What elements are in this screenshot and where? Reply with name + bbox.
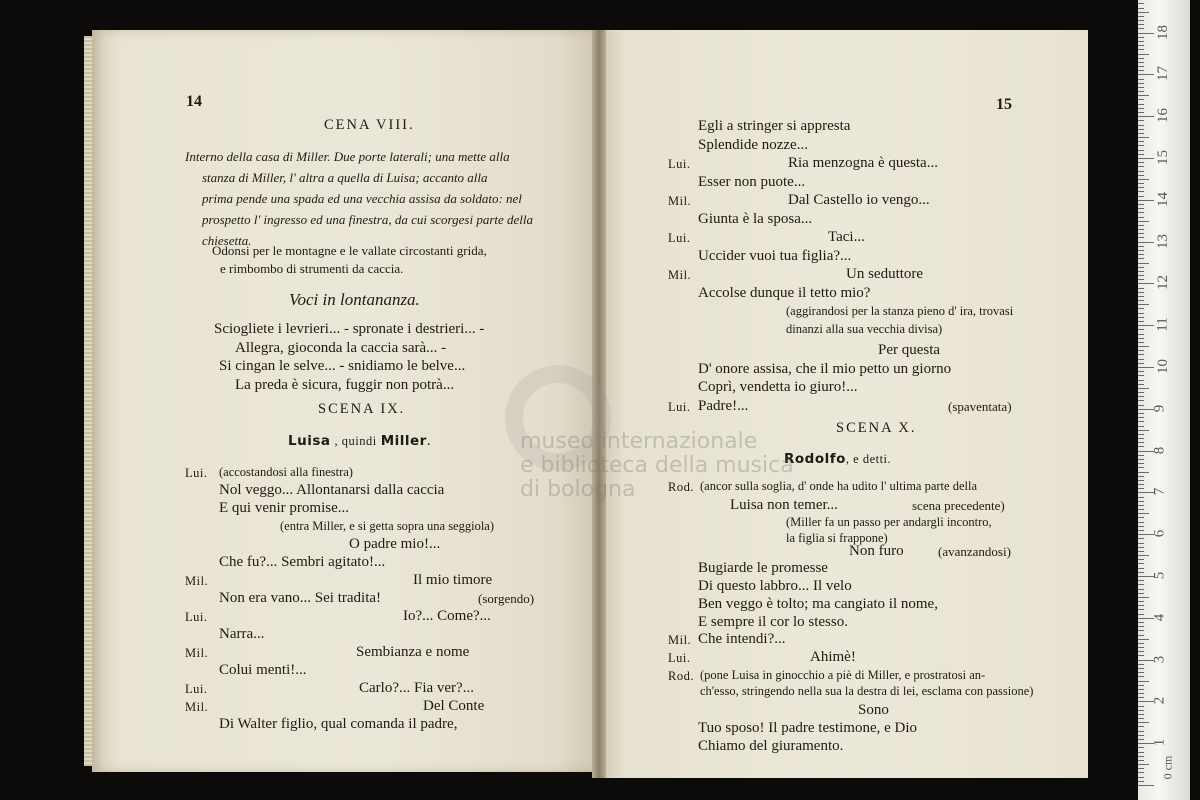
- ruler-tick: [1138, 137, 1149, 138]
- dialogue-line: Ahimè!: [810, 649, 856, 665]
- chorus-line: Si cingan le selve... - snidiamo le belve...: [219, 358, 466, 374]
- dialogue-line: Accolse dunque il tetto mio?: [698, 285, 871, 301]
- stage-direction-right: (sorgendo): [478, 591, 535, 606]
- ruler-tick: [1138, 635, 1144, 636]
- ruler-tick: [1138, 3, 1144, 4]
- ruler-tick: [1138, 58, 1144, 59]
- ruler-tick: [1138, 718, 1144, 719]
- ruler-number: 6: [1151, 529, 1168, 538]
- ruler-tick: [1138, 12, 1149, 13]
- ruler-tick: [1138, 522, 1144, 523]
- ruler-tick: [1138, 371, 1144, 372]
- stage-direction: (pone Luisa in ginocchio a piè di Miller, e prostratosi an-: [700, 668, 986, 682]
- ruler-tick: [1138, 768, 1144, 769]
- ruler-tick: [1138, 271, 1144, 272]
- ruler-number: 4: [1151, 613, 1168, 622]
- ruler-tick: [1138, 526, 1144, 527]
- ruler-number: 2: [1151, 697, 1168, 705]
- dialogue-line: Bugiarde le promesse: [698, 560, 828, 576]
- ruler-tick: [1138, 24, 1144, 25]
- ruler-tick: [1138, 212, 1144, 213]
- ruler-tick: [1138, 739, 1144, 740]
- stage-direction: (Miller fa un passo per andargli incontro,: [786, 515, 992, 529]
- ruler-tick: [1138, 133, 1144, 134]
- ruler-tick: [1138, 334, 1144, 335]
- ruler-tick: [1138, 747, 1144, 748]
- ruler-tick: [1138, 237, 1144, 238]
- dialogue-line: Nol veggo... Allontanarsi dalla caccia: [219, 482, 445, 498]
- ruler-tick: [1138, 304, 1149, 305]
- ruler-tick: [1138, 555, 1149, 556]
- ruler-tick: [1138, 79, 1144, 80]
- ruler-tick: [1138, 367, 1154, 368]
- ruler-tick: [1138, 426, 1144, 427]
- ruler-tick: [1138, 313, 1144, 314]
- ruler-tick: [1138, 455, 1144, 456]
- dialogue-line: Sono: [858, 702, 889, 718]
- ruler-tick: [1138, 267, 1144, 268]
- ruler-tick: [1138, 626, 1144, 627]
- ruler-tick: [1138, 204, 1144, 205]
- speaker-label: Rod.: [668, 669, 694, 683]
- ruler-tick: [1138, 350, 1144, 351]
- dialogue-line: D' onore assisa, che il mio petto un giorno: [698, 361, 952, 377]
- dialogue-line: Luisa non temer...: [730, 497, 838, 513]
- ruler-tick: [1138, 83, 1144, 84]
- ruler-tick: [1138, 162, 1144, 163]
- dialogue-line: Che fu?... Sembri agitato!...: [219, 554, 386, 570]
- ruler-tick: [1138, 580, 1144, 581]
- scene-x-title: SCENA X.: [836, 420, 917, 436]
- scene-ix-cast: [288, 432, 431, 450]
- ruler-tick: [1138, 384, 1144, 385]
- ruler-tick: [1138, 125, 1144, 126]
- ruler-tick: [1138, 250, 1144, 251]
- ruler-number: 16: [1155, 108, 1171, 124]
- ruler-tick: [1138, 731, 1144, 732]
- ruler-tick: [1138, 668, 1144, 669]
- dialogue-line: Padre!...: [698, 398, 749, 414]
- ruler-tick: [1138, 380, 1144, 381]
- ruler-tick: [1138, 756, 1144, 757]
- stage-direction: (aggirandosi per la stanza pieno d' ira, trovasi: [786, 304, 1014, 318]
- chorus-line: Allegra, gioconda la caccia sarà... -: [235, 339, 447, 356]
- ruler-tick: [1138, 321, 1144, 322]
- ruler-tick: [1138, 785, 1154, 786]
- stage-direction-line: prima pende una spada ed una vecchia assisa da soldato: nel: [202, 191, 522, 206]
- ruler-tick: [1138, 279, 1144, 280]
- ruler-tick: [1138, 722, 1149, 723]
- ruler-tick: [1138, 538, 1144, 539]
- ruler-tick: [1138, 513, 1149, 514]
- ruler-tick: [1138, 584, 1144, 585]
- ruler-tick: [1138, 74, 1154, 75]
- ruler-tick: [1138, 104, 1144, 105]
- cast-rodolfo: Rodolfo: [784, 451, 846, 467]
- stage-direction: ch'esso, stringendo nella sua la destra di lei, esclama con passione): [700, 684, 1034, 698]
- ruler-tick: [1138, 317, 1144, 318]
- ruler-number: 15: [1155, 150, 1171, 165]
- ruler-tick: [1138, 338, 1144, 339]
- ruler-tick: [1138, 547, 1144, 548]
- ruler-tick: [1138, 229, 1144, 230]
- ruler-tick: [1138, 697, 1144, 698]
- ruler-tick: [1138, 242, 1154, 243]
- ruler-tick: [1138, 400, 1144, 401]
- ruler-number: 17: [1155, 66, 1171, 82]
- ruler-tick: [1138, 781, 1144, 782]
- dialogue-line: Uccider vuoi tua figlia?...: [698, 248, 852, 264]
- ruler-tick: [1138, 405, 1144, 406]
- dialogue-line: Per questa: [878, 342, 941, 358]
- ruler-tick: [1138, 16, 1144, 17]
- ruler-tick: [1138, 246, 1144, 247]
- ruler-tick: [1138, 735, 1144, 736]
- speaker-label: Mil.: [668, 268, 692, 282]
- ruler-tick: [1138, 87, 1144, 88]
- ruler-tick: [1138, 196, 1144, 197]
- dialogue-line: Di Walter figlio, qual comanda il padre,: [219, 716, 458, 732]
- ruler-tick: [1138, 543, 1144, 544]
- ruler-number: 8: [1151, 446, 1168, 454]
- ruler-tick: [1138, 434, 1144, 435]
- ruler-tick: [1138, 605, 1144, 606]
- ruler-tick: [1138, 639, 1149, 640]
- ruler-number: 1: [1151, 738, 1168, 747]
- ruler-tick: [1138, 764, 1149, 765]
- ruler-tick: [1138, 145, 1144, 146]
- ruler-tick: [1138, 158, 1154, 159]
- ruler-tick: [1138, 563, 1144, 564]
- stage-direction-line: prospetto l' ingresso ed una finestra, da cui scorgesi parte della: [202, 212, 534, 227]
- ruler-tick: [1138, 308, 1144, 309]
- ruler-tick: [1138, 95, 1149, 96]
- ruler-tick: [1138, 647, 1144, 648]
- ruler-tick: [1138, 396, 1144, 397]
- dialogue-line: Un seduttore: [846, 266, 924, 282]
- ruler-tick: [1138, 179, 1149, 180]
- ruler-tick: [1138, 221, 1149, 222]
- cast-connector: , quindi: [334, 434, 377, 448]
- ruler-tick: [1138, 70, 1144, 71]
- watermark-line: e biblioteca della musica: [520, 453, 794, 478]
- ruler-tick: [1138, 191, 1144, 192]
- dialogue-line: Il mio timore: [413, 572, 493, 588]
- ruler-tick: [1138, 651, 1144, 652]
- dialogue-line: Egli a stringer si appresta: [698, 118, 851, 134]
- ruler-tick: [1138, 614, 1144, 615]
- ruler-tick: [1138, 346, 1149, 347]
- cast-others: , e detti.: [845, 452, 892, 466]
- ruler-label: 0 cm: [1160, 755, 1175, 780]
- ruler-tick: [1138, 41, 1144, 42]
- ruler-tick: [1138, 446, 1144, 447]
- dialogue-line: Chiamo del giuramento.: [698, 738, 844, 754]
- dialogue-line: Dal Castello io vengo...: [788, 192, 930, 208]
- speaker-label: Lui.: [185, 682, 208, 696]
- ruler-tick: [1138, 643, 1144, 644]
- ruler-tick: [1138, 568, 1144, 569]
- dialogue-line: O padre mio!...: [349, 536, 441, 552]
- stage-direction-line: Interno della casa di Miller. Due porte laterali; una mette alla: [185, 149, 510, 164]
- ruler-tick: [1138, 509, 1144, 510]
- voices-heading: Voci in lontananza.: [289, 290, 420, 309]
- ruler-number: 18: [1155, 24, 1171, 40]
- ruler-tick: [1138, 421, 1144, 422]
- watermark-line: museo internazionale: [520, 429, 758, 454]
- ruler-tick: [1138, 593, 1144, 594]
- speaker-label: Mil.: [668, 194, 692, 208]
- dialogue-line: Ria menzogna è questa...: [788, 155, 938, 171]
- ruler-tick: [1138, 325, 1154, 326]
- ruler-tick: [1138, 171, 1144, 172]
- speaker-label: Mil.: [185, 700, 209, 714]
- ruler-tick: [1138, 54, 1149, 55]
- ruler-tick: [1138, 484, 1144, 485]
- ruler-tick: [1138, 622, 1144, 623]
- ruler-tick: [1138, 517, 1144, 518]
- ruler-tick: [1138, 480, 1144, 481]
- ruler-tick: [1138, 685, 1144, 686]
- ruler-number: 12: [1155, 275, 1171, 291]
- speaker-label: Lui.: [668, 651, 691, 665]
- ruler-number: 11: [1154, 317, 1171, 332]
- dialogue-line: Io?... Come?...: [403, 608, 491, 624]
- ruler-tick: [1138, 288, 1144, 289]
- dialogue-line: Ben veggo è tolto; ma cangiato il nome,: [698, 596, 938, 612]
- ruler-tick: [1138, 62, 1144, 63]
- ruler-tick: [1138, 187, 1144, 188]
- ruler-tick: [1138, 438, 1144, 439]
- speaker-label: Lui.: [185, 466, 208, 480]
- dialogue-line: E sempre il cor lo stesso.: [698, 614, 848, 630]
- dialogue-line: Carlo?... Fia ver?...: [359, 680, 474, 696]
- speaker-label: Lui.: [668, 157, 691, 171]
- scene-ix-title: SCENA IX.: [318, 401, 406, 417]
- ruler-tick: [1138, 375, 1144, 376]
- ruler-tick: [1138, 589, 1144, 590]
- ruler-tick: [1138, 559, 1144, 560]
- ruler-tick: [1138, 154, 1144, 155]
- page-number: 15: [996, 96, 1012, 113]
- ruler-tick: [1138, 459, 1144, 460]
- ruler-tick: [1138, 258, 1144, 259]
- stage-direction: la figlia si frappone): [786, 531, 888, 545]
- ruler-tick: [1138, 681, 1149, 682]
- dialogue-line: Giunta è la sposa...: [698, 211, 813, 227]
- stage-direction-right: scena precedente): [912, 498, 1005, 513]
- ruler-tick: [1138, 141, 1144, 142]
- ruler-tick: [1138, 655, 1144, 656]
- ruler-tick: [1138, 116, 1154, 117]
- ruler-tick: [1138, 501, 1144, 502]
- dialogue-line: Di questo labbro... Il velo: [698, 578, 852, 594]
- ruler-tick: [1138, 292, 1144, 293]
- ruler-tick: [1138, 354, 1144, 355]
- right-page: [600, 30, 1088, 778]
- ruler-number: 9: [1151, 404, 1168, 413]
- dialogue-line: Taci...: [828, 229, 865, 245]
- ruler-tick: [1138, 676, 1144, 677]
- stage-direction: (ancor sulla soglia, d' onde ha udito l' ultima parte della: [700, 479, 977, 493]
- speaker-label: Mil.: [668, 633, 692, 647]
- stage-direction-line: stanza di Miller, l' altra a quella di Luisa; accanto alla: [202, 170, 488, 185]
- speaker-label: Lui.: [668, 231, 691, 245]
- ruler-number: 5: [1151, 571, 1168, 580]
- ruler-tick: [1138, 225, 1144, 226]
- scene-title: CENA VIII.: [324, 117, 415, 133]
- page-number: 14: [186, 93, 202, 110]
- ruler-tick: [1138, 693, 1144, 694]
- ruler-tick: [1138, 296, 1144, 297]
- ruler-tick: [1138, 601, 1144, 602]
- ruler-tick: [1138, 208, 1144, 209]
- ruler-tick: [1138, 467, 1144, 468]
- stage-direction: dinanzi alla sua vecchia divisa): [786, 322, 943, 336]
- dialogue-line: Non furo: [849, 543, 904, 559]
- ruler-tick: [1138, 254, 1144, 255]
- ruler-tick: [1138, 630, 1144, 631]
- ruler-tick: [1138, 442, 1144, 443]
- ruler-tick: [1138, 28, 1144, 29]
- ruler-tick: [1138, 714, 1144, 715]
- dialogue-line: Tuo sposo! Il padre testimone, e Dio: [698, 720, 918, 736]
- chorus-line: Sciogliete i levrieri... - spronate i destrieri... -: [214, 321, 485, 337]
- speaker-label: Mil.: [185, 646, 209, 660]
- chorus-line: La preda è sicura, fuggir non potrà...: [235, 376, 455, 393]
- dialogue-line: Non era vano... Sei tradita!: [219, 590, 382, 606]
- speaker-label: Rod.: [668, 480, 694, 494]
- ruler-tick: [1138, 233, 1144, 234]
- ruler-tick: [1138, 91, 1144, 92]
- dialogue-line: Narra...: [219, 626, 265, 642]
- ruler-tick: [1138, 66, 1144, 67]
- ruler-tick: [1138, 597, 1149, 598]
- dialogue-line: Esser non puote...: [698, 174, 806, 190]
- ruler-tick: [1138, 572, 1144, 573]
- ruler-number: 3: [1151, 655, 1168, 663]
- offstage-direction-line: Odonsi per le montagne e le vallate circostanti grida,: [212, 243, 487, 258]
- dialogue-line: Che intendi?...: [698, 631, 786, 647]
- ruler-tick: [1138, 300, 1144, 301]
- dialogue-line: Coprì, vendetta io giuro!...: [698, 379, 858, 395]
- ruler-tick: [1138, 530, 1144, 531]
- ruler-tick: [1138, 760, 1144, 761]
- ruler-tick: [1138, 120, 1144, 121]
- speaker-label: Lui.: [668, 400, 691, 414]
- ruler-tick: [1138, 417, 1144, 418]
- ruler-tick: [1138, 200, 1154, 201]
- ruler-tick: [1138, 263, 1149, 264]
- dialogue-line: Del Conte: [423, 698, 485, 714]
- ruler-number: 14: [1155, 191, 1171, 207]
- ruler-tick: [1138, 472, 1149, 473]
- ruler-tick: [1138, 413, 1144, 414]
- ruler-tick: [1138, 392, 1144, 393]
- ruler-number: 10: [1155, 359, 1171, 374]
- ruler-tick: [1138, 342, 1144, 343]
- ruler-tick: [1138, 664, 1144, 665]
- dialogue-line: Colui menti!...: [219, 662, 307, 678]
- ruler-tick: [1138, 609, 1144, 610]
- ruler-tick: [1138, 217, 1144, 218]
- ruler-tick: [1138, 275, 1144, 276]
- ruler-tick: [1138, 20, 1144, 21]
- ruler-tick: [1138, 505, 1144, 506]
- stage-direction-right: (spaventata): [948, 399, 1012, 414]
- ruler-tick: [1138, 150, 1144, 151]
- ruler-tick: [1138, 108, 1144, 109]
- ruler-tick: [1138, 777, 1144, 778]
- ruler-tick: [1138, 488, 1144, 489]
- stage-direction: (accostandosi alla finestra): [219, 465, 353, 479]
- speaker-label: Lui.: [185, 610, 208, 624]
- ruler-tick: [1138, 45, 1144, 46]
- ruler-tick: [1138, 175, 1144, 176]
- ruler-tick: [1138, 726, 1144, 727]
- stage-direction-right: (avanzandosi): [938, 544, 1011, 559]
- stage-direction: (entra Miller, e si getta sopra una seggiola): [280, 519, 495, 533]
- ruler-tick: [1138, 689, 1144, 690]
- ruler-tick: [1138, 183, 1144, 184]
- cast-end: .: [426, 433, 431, 449]
- ruler-tick: [1138, 476, 1144, 477]
- ruler-tick: [1138, 710, 1144, 711]
- ruler-tick: [1138, 33, 1154, 34]
- speaker-label: Mil.: [185, 574, 209, 588]
- ruler-number: 7: [1151, 488, 1168, 496]
- ruler-number: 13: [1155, 233, 1171, 249]
- ruler-tick: [1138, 283, 1154, 284]
- dialogue-line: E qui venir promise...: [219, 500, 349, 516]
- watermark-line: di bologna: [520, 477, 636, 502]
- ruler-tick: [1138, 37, 1144, 38]
- ruler-tick: [1138, 363, 1144, 364]
- offstage-direction-line: e rimbombo di strumenti da caccia.: [220, 261, 404, 276]
- ruler-tick: [1138, 129, 1144, 130]
- stage-direction-line: chiesetta.: [202, 233, 252, 248]
- dialogue-line: Sembianza e nome: [356, 644, 470, 660]
- ruler-tick: [1138, 551, 1144, 552]
- ruler-tick: [1138, 463, 1144, 464]
- ruler-tick: [1138, 497, 1144, 498]
- ruler-tick: [1138, 388, 1149, 389]
- ruler-tick: [1138, 8, 1144, 9]
- ruler-tick: [1138, 359, 1144, 360]
- scene-x-cast: [784, 450, 891, 468]
- ruler-tick: [1138, 706, 1144, 707]
- ruler-tick: [1138, 112, 1144, 113]
- ruler-tick: [1138, 752, 1144, 753]
- cast-luisa: Luisa: [288, 433, 331, 449]
- ruler-tick: [1138, 166, 1144, 167]
- ruler-tick: [1138, 772, 1144, 773]
- ruler-tick: [1138, 49, 1144, 50]
- ruler-tick: [1138, 430, 1149, 431]
- ruler-tick: [1138, 672, 1144, 673]
- ruler-tick: [1138, 99, 1144, 100]
- dialogue-line: Splendide nozze...: [698, 137, 808, 153]
- cast-miller: Miller: [380, 433, 427, 449]
- measuring-ruler: [1138, 0, 1190, 800]
- ruler-tick: [1138, 329, 1144, 330]
